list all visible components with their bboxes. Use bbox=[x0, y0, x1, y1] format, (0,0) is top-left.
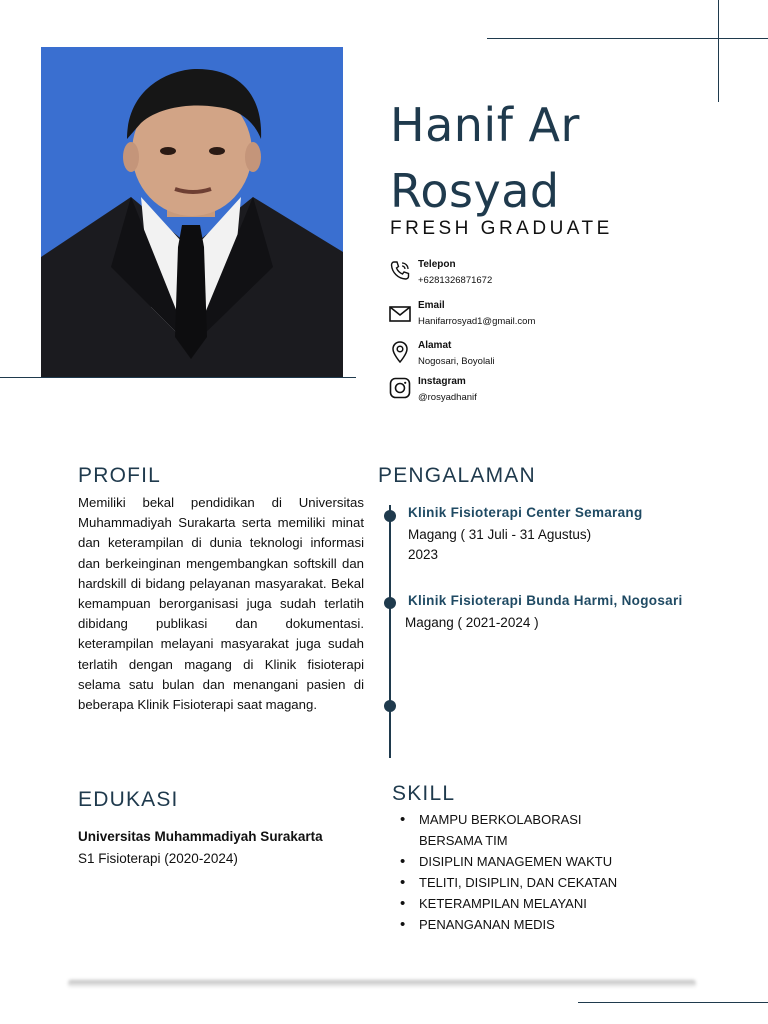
timeline-dot-1 bbox=[384, 510, 396, 522]
contact-phone bbox=[388, 259, 658, 291]
contact-instagram bbox=[388, 376, 658, 408]
photo-underline bbox=[0, 377, 356, 378]
location-pin-icon bbox=[388, 340, 412, 364]
contact-phone-label: Telepon bbox=[418, 259, 456, 270]
contact-instagram-label: Instagram bbox=[418, 376, 466, 387]
profile-photo bbox=[41, 47, 343, 377]
edukasi-degree: S1 Fisioterapi (2020-2024) bbox=[78, 851, 238, 866]
contact-email-label: Email bbox=[418, 300, 445, 311]
job-desc-1: Magang ( 31 Juli - 31 Agustus) 2023 bbox=[408, 527, 592, 562]
contact-address-value: Nogosari, Boyolali bbox=[418, 356, 495, 367]
pengalaman-heading: PENGALAMAN bbox=[378, 464, 536, 487]
edukasi-heading: EDUKASI bbox=[78, 788, 179, 811]
timeline-dot-2 bbox=[384, 597, 396, 609]
contact-phone-value[interactable]: +6281326871672 bbox=[418, 275, 493, 286]
profil-text: Memiliki bekal pendidikan di Universitas Muhammadiyah Surakarta serta memiliki minat dan keterampilan di dunia teknologi informasi dan berkeinginan mengembangkan softskill dan hardskill di bidang pelayanan masyarakat. Bekal kemampuan berorganisasi juga sudah terlatih dibidang publikasi dan dokumentasi. keterampilan melayani masyarakat juga sudah terlatih dengan magang di Klinik fisioterapi selama satu bulan dan menangani pasien di beberapa Klinik Fisioterapi saat magang. bbox=[78, 495, 364, 713]
skill-heading: SKILL bbox=[392, 782, 456, 805]
timeline-line bbox=[389, 505, 391, 758]
name-line-2: Rosyad bbox=[390, 164, 560, 218]
contact-email bbox=[388, 300, 658, 332]
edukasi-school: Universitas Muhammadiyah Surakarta bbox=[78, 829, 323, 844]
job-title-1: Klinik Fisioterapi Center Semarang bbox=[408, 505, 643, 520]
contact-email-value[interactable]: Hanifarrosyad1@gmail.com bbox=[418, 316, 536, 327]
person-portrait-icon bbox=[41, 47, 343, 377]
timeline-dot-3 bbox=[384, 700, 396, 712]
contact-instagram-value[interactable]: @rosyadhanif bbox=[418, 392, 477, 403]
full-name bbox=[390, 92, 580, 224]
mail-icon bbox=[388, 302, 412, 326]
name-line-1: Hanif Ar bbox=[390, 98, 580, 152]
job-title-2: Klinik Fisioterapi Bunda Harmi, Nogosari bbox=[408, 593, 683, 608]
skill-item: • DISIPLIN MANAGEMEN WAKTU bbox=[400, 851, 700, 872]
profil-heading: PROFIL bbox=[78, 464, 162, 487]
skill-item: • MAMPU BERKOLABORASI BERSAMA TIM bbox=[400, 809, 589, 851]
bottom-right-line bbox=[578, 1002, 768, 1003]
phone-icon bbox=[388, 259, 412, 283]
job-role: FRESH GRADUATE bbox=[390, 218, 613, 239]
skill-item: • PENANGANAN MEDIS bbox=[400, 914, 700, 935]
top-right-vertical-line bbox=[718, 0, 719, 102]
skill-item: • TELITI, DISIPLIN, DAN CEKATAN bbox=[400, 872, 700, 893]
skill-item: • KETERAMPILAN MELAYANI bbox=[400, 893, 700, 914]
skill-list bbox=[400, 809, 700, 935]
top-right-horizontal-line bbox=[487, 38, 768, 39]
contact-address bbox=[388, 340, 658, 372]
bottom-shadow-divider bbox=[68, 980, 696, 988]
contact-address-label: Alamat bbox=[418, 340, 452, 351]
job-desc-2: Magang ( 2021-2024 ) bbox=[405, 615, 539, 630]
instagram-icon bbox=[388, 376, 412, 400]
